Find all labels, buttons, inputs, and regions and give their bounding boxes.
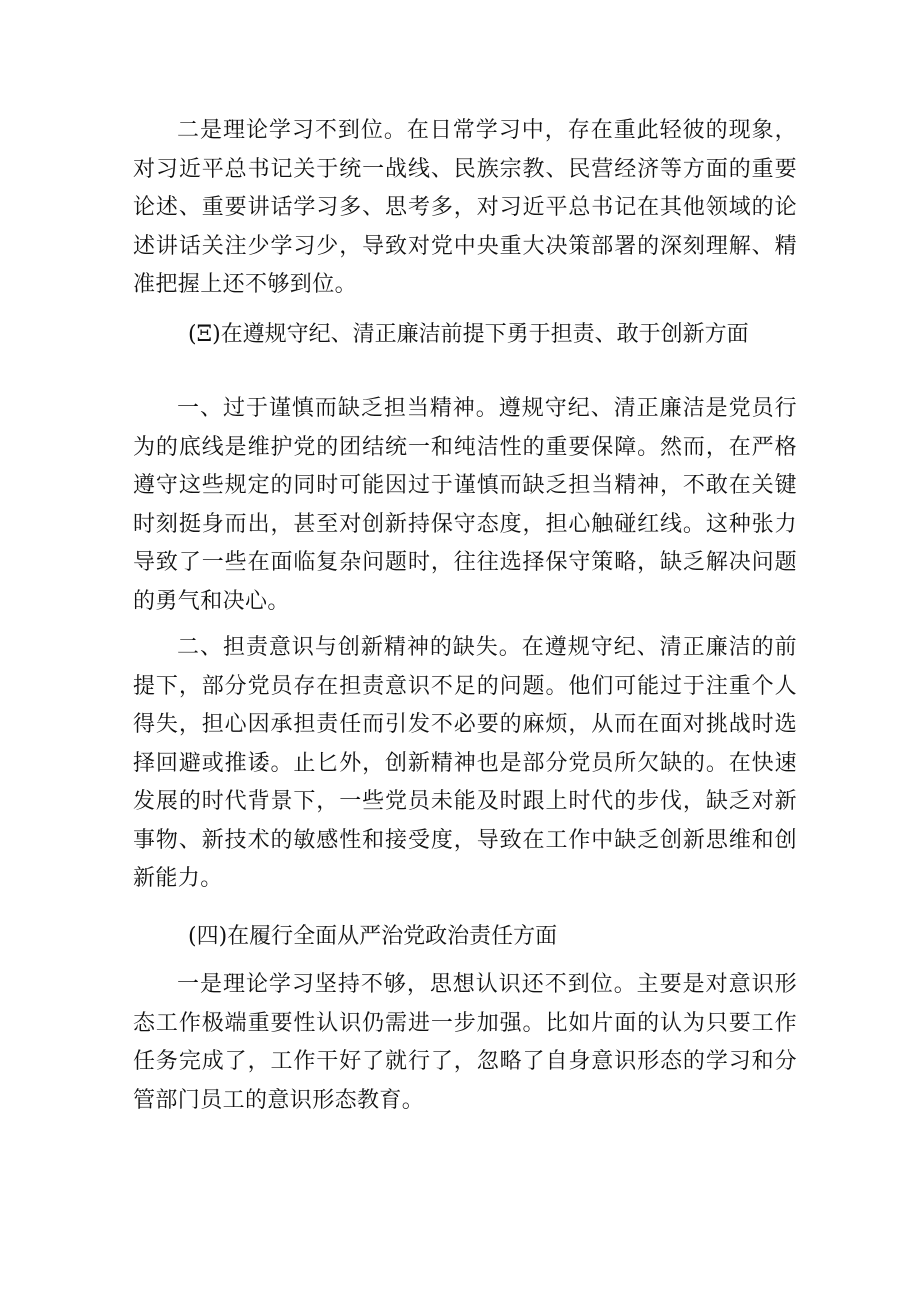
paragraph-responsibility-innovation: 二、担责意识与创新精神的缺失。在遵规守纪、清正廉洁的前提下，部分党员存在担责意识不足的问题。他们可能过于注重个人得失，担心因承担责任而引发不必要的麻烦，从而在面对挑战时选择回避或推诿。止匕外，创新精神也是部分党员所欠缺的。在快速发展的时代背景下，一些党员未能及时跟上时代的步伐，缺乏对新事物、新技术的敏感性和接受度，导致在工作中缺乏创新思维和创新能力。 (133, 635, 797, 891)
paragraph-ideology-work: 一是理论学习坚持不够，思想认识还不到位。主要是对意识形态工作极端重要性认识仍需进一步加强。比如片面的认为只要工作任务完成了，工作干好了就行了，忽略了自身意识形态的学习和分管部门员工的意识形态教育。 (133, 972, 797, 1113)
section-heading-3: (Ξ)在遵规守纪、清正廉洁前提下勇于担责、敢于创新方面 (188, 322, 749, 347)
paragraph-overcautious: 一、过于谨慎而缺乏担当精神。遵规守纪、清正廉洁是党员行为的底线是维护党的团结统一和纯洁性的重要保障。然而，在严格遵守这些规定的同时可能因过于谨慎而缺乏担当精神，不敢在关键时刻挺身而出，甚至对创新持保守态度，担心触碰红线。这种张力导致了一些在面临复杂问题时，往往选择保守策略，缺乏解决问题的勇气和决心。 (133, 396, 797, 614)
paragraph-theory-study: 二是理论学习不到位。在日常学习中，存在重此轻彼的现象，对习近平总书记关于统一战线、民族宗教、民营经济等方面的重要论述、重要讲话学习多、思考多，对习近平总书记在其他领域的论述讲话关注少学习少，导致对党中央重大决策部署的深刻理解、精准把握上还不够到位。 (133, 118, 797, 297)
section-heading-4: (四)在履行全面从严治党政治责任方面 (188, 924, 558, 949)
